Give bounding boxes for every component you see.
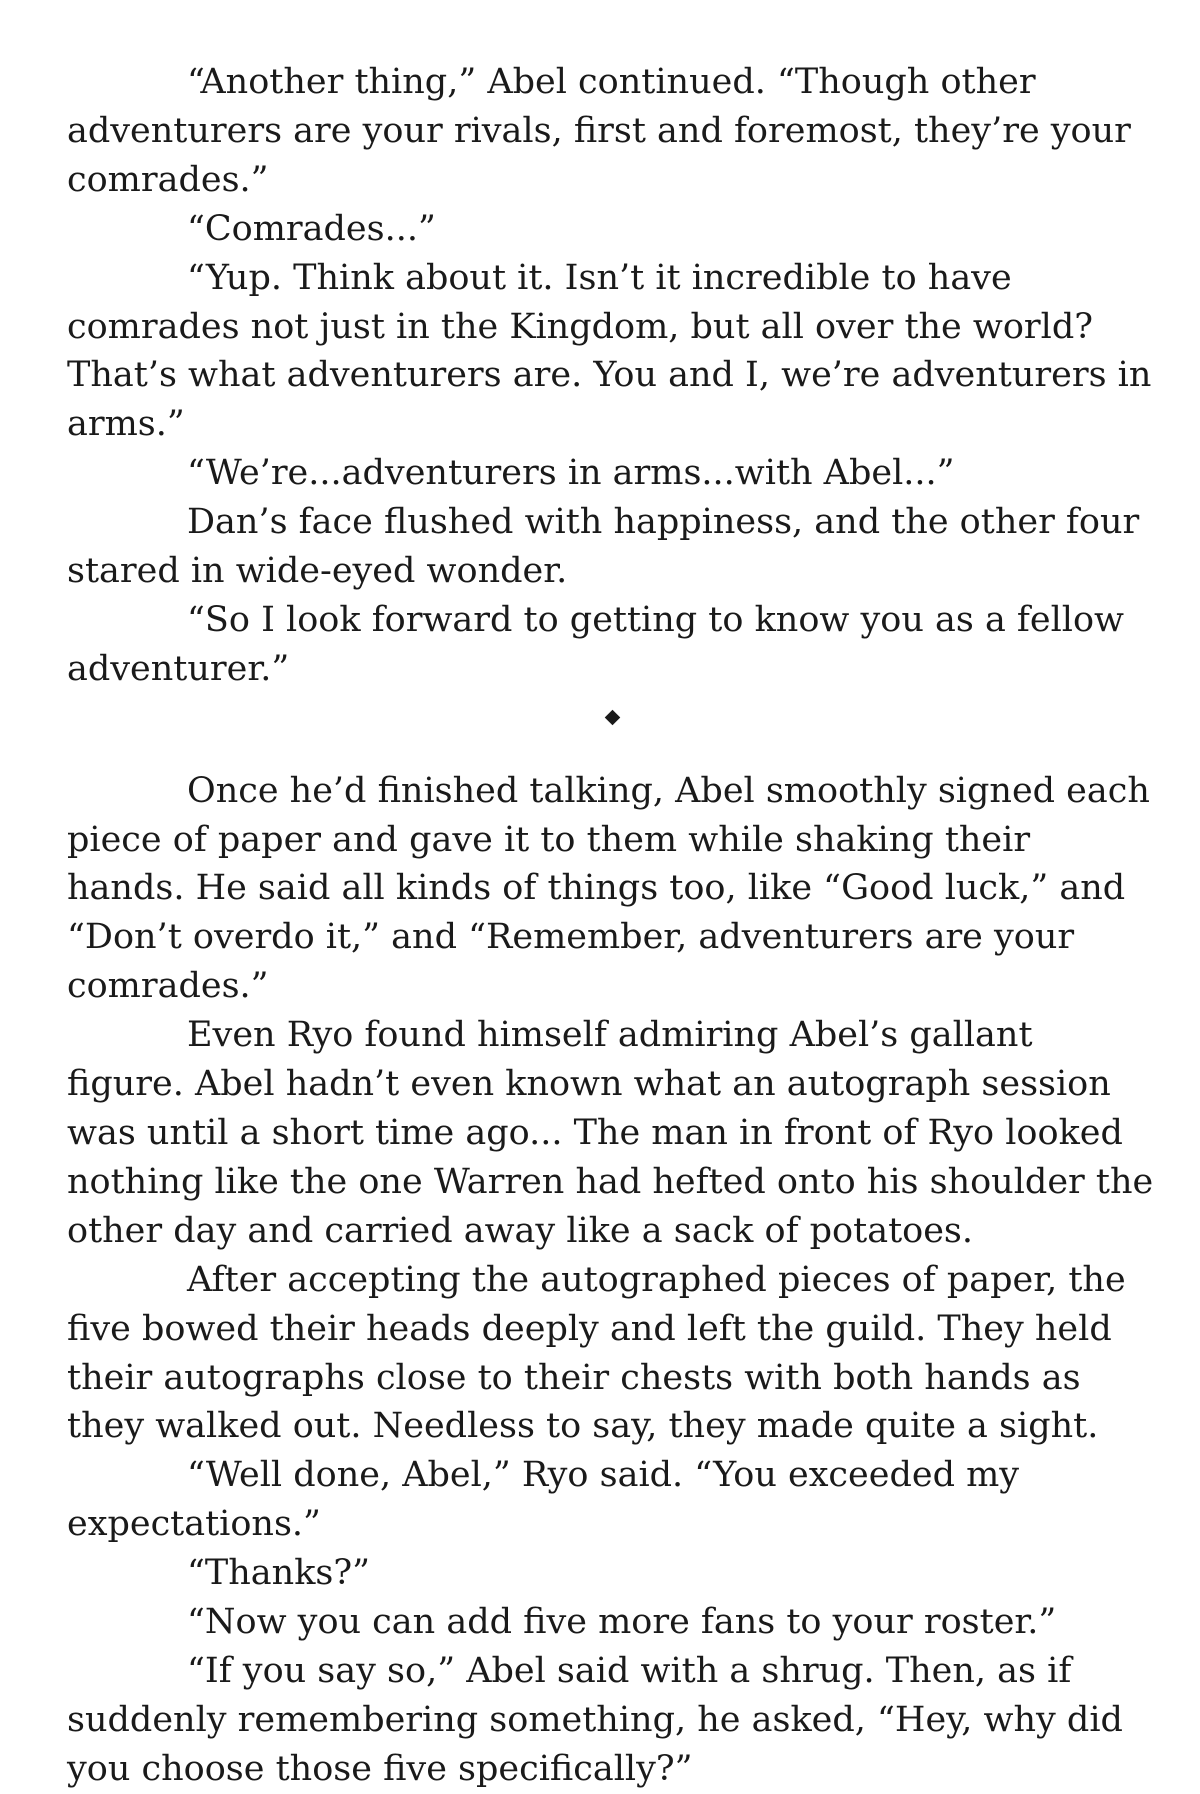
paragraph: “Thanks?” xyxy=(187,1553,371,1594)
paragraph: “Comrades...” xyxy=(187,208,436,249)
paragraph: “If you say so,” Abel said with a shrug. Then, as if suddenly remembering something, he asked, “Hey, why did you choose those five specifically?” xyxy=(67,1650,1123,1789)
paragraph: “So I look forward to getting to know you as a fellow adventurer.” xyxy=(67,599,1125,689)
document-page xyxy=(67,58,1157,1794)
paragraph: “Yup. Think about it. Isn’t it incredible to have comrades not just in the Kingdom, but all over the world? That’s what adventurers are. You and I, we’re adventurers in arms.” xyxy=(67,257,1152,445)
scene-separator xyxy=(67,694,1157,743)
paragraph: “Now you can add five more fans to your roster.” xyxy=(187,1602,1057,1643)
paragraph: Once he’d finished talking, Abel smoothly signed each piece of paper and gave it to them while shaking their hands. He said all kinds of things too, like “Good luck,” and “Don’t overdo it,” and “Remember, adventurers are your comrades.” xyxy=(67,770,1150,1007)
paragraph: After accepting the autographed pieces of paper, the five bowed their heads deeply and left the guild. They held their autographs close to their chests with both hands as they walked out. Needless to say, they made quite a sight. xyxy=(67,1259,1126,1447)
paragraph: “Another thing,” Abel continued. “Though other adventurers are your rivals, first and foremost, they’re your comrades.” xyxy=(67,62,1131,200)
paragraph: “We’re...adventurers in arms...with Abel...” xyxy=(187,453,955,494)
paragraph: “Well done, Abel,” Ryo said. “You exceeded my expectations.” xyxy=(67,1455,1020,1545)
paragraph: Dan’s face flushed with happiness, and the other four stared in wide-eyed wonder. xyxy=(67,502,1140,592)
paragraph: Even Ryo found himself admiring Abel’s gallant figure. Abel hadn’t even known what an autograph session was until a short time ago... The man in front of Ryo looked nothing like the one Warren had hefted onto his shoulder the other day and carried away like a sack of potatoes. xyxy=(67,1015,1154,1251)
diamond-icon xyxy=(604,710,620,726)
